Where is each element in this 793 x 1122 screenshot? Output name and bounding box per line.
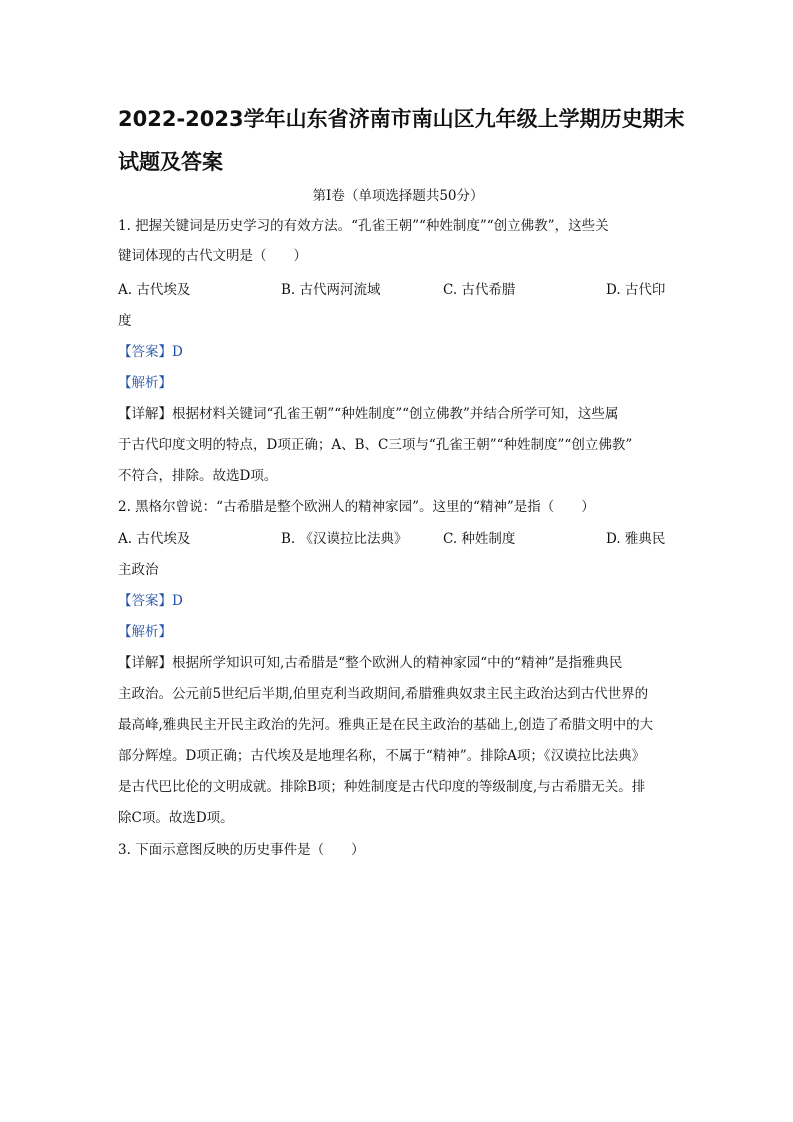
- q2-option-d-wrap: 主政治: [118, 562, 159, 578]
- q1-option-d-wrap: 度: [118, 313, 132, 329]
- document-title-line-1: 2022-2023学年山东省济南市南山区九年级上学期历史期末: [118, 107, 685, 131]
- q2-detail-tag: 【详解】: [118, 655, 172, 671]
- q1-detail-line-3: 不符合，排除。故选D项。: [118, 468, 278, 484]
- q2-detail-text-1: 根据所学知识可知,古希腊是“整个欧洲人的精神家园“中的“精神”是指雅典民: [172, 655, 623, 671]
- q1-detail-line-2: 于古代印度文明的特点，D项正确；A、B、C三项与“孔雀王朝”“种姓制度”“创立佛教”: [118, 437, 633, 453]
- q1-answer: 【答案】D: [118, 344, 183, 360]
- q1-analysis-label: 【解析】: [118, 375, 172, 391]
- q2-detail-line-1: [118, 653, 678, 673]
- q2-option-c: C. 种姓制度: [443, 531, 516, 547]
- q2-detail-line-4: 部分辉煌。D项正确；古代埃及是地理名称，不属于“精神”。排除A项；《汉谟拉比法典》: [118, 748, 646, 764]
- q2-stem-line-1: 2. 黑格尔曾说：“古希腊是整个欧洲人的精神家园”。这里的“精神”是指（ ）: [118, 499, 595, 515]
- q1-option-d: D. 古代印: [606, 282, 666, 298]
- q2-answer: 【答案】D: [118, 593, 183, 609]
- section-header: 第Ⅰ卷（单项选择题共50分）: [312, 188, 484, 204]
- q2-detail-line-2: 主政治。公元前5世纪后半期,伯里克利当政期间,希腊雅典奴隶主民主政治达到古代世界的: [118, 686, 649, 702]
- q2-detail-line-6: 除C项。故选D项。: [118, 810, 234, 826]
- q1-stem-line-2: 键词体现的古代文明是（ ）: [118, 248, 307, 264]
- q1-detail-tag: 【详解】: [118, 406, 172, 422]
- q1-option-c: C. 古代希腊: [443, 282, 516, 298]
- q2-option-b: B. 《汉谟拉比法典》: [281, 531, 408, 547]
- q2-option-d: D. 雅典民: [606, 531, 666, 547]
- q2-detail-line-3: 最高峰,雅典民主开民主政治的先河。雅典正是在民主政治的基础上,创造了希腊文明中的大: [118, 717, 654, 733]
- q1-stem-line-1: 1. 把握关键词是历史学习的有效方法。“孔雀王朝”“种姓制度”“创立佛教”，这些关: [118, 218, 609, 234]
- q2-detail-line-5: 是古代巴比伦的文明成就。排除B项；种姓制度是古代印度的等级制度,与古希腊无关。排: [118, 779, 646, 795]
- q2-option-a: A. 古代埃及: [118, 531, 191, 547]
- q1-detail-text-1: 根据材料关键词“孔雀王朝”“种姓制度”“创立佛教”并结合所学可知，这些属: [172, 406, 619, 422]
- q1-option-a: A. 古代埃及: [118, 282, 191, 298]
- q2-analysis-label: 【解析】: [118, 624, 172, 640]
- q1-detail-line-1: [118, 404, 678, 424]
- document-title-line-2: 试题及答案: [118, 150, 223, 174]
- q1-option-b: B. 古代两河流域: [281, 282, 381, 298]
- q3-stem-line-1: 3. 下面示意图反映的历史事件是（ ）: [118, 842, 365, 858]
